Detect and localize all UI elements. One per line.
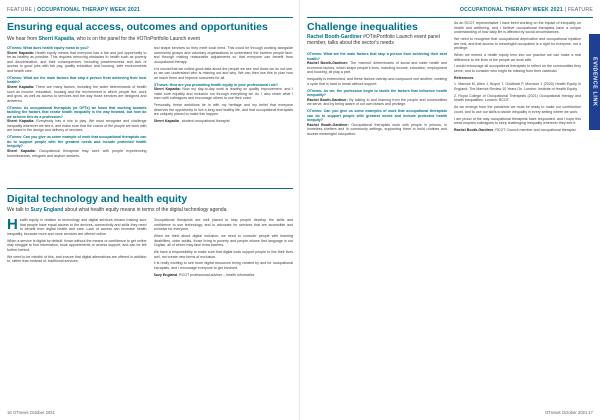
body-text: I would encourage all occupational therapists to reflect on the communities they serve, and to consider who might be missing from their caseload. bbox=[454, 64, 581, 73]
body-text: As we emerge from the pandemic we must be ready to make our contribution count, and to use our skills to tackle inequality in every setting where we work. bbox=[454, 105, 581, 114]
article-title-equal-access: Ensuring equal access, outcomes and opportunities bbox=[7, 21, 268, 33]
body-text: It is really exciting to see more digital resources being created by and for occupational therapists, and I encourage everyone to get involved. bbox=[153, 261, 293, 270]
column-1 bbox=[7, 46, 147, 184]
body-text: As an RCOT representative I have been working on the impact of inequality on health and wellbeing, and I believe occupational therapists have a unique understanding of how daily life is affected by social circumstances. bbox=[454, 21, 581, 35]
article-body-equal-access bbox=[7, 46, 293, 184]
body-text: and shape services so they meet local need. This could be through working alongside community groups and voluntary organisations to understand the barriers people face, and through making reasonable adjustments so that everyone can benefit from occupational therapy. bbox=[153, 46, 293, 64]
running-head-right: OCCUPATIONAL THERAPY WEEK 2021 | FEATURE bbox=[459, 7, 593, 13]
paragraph bbox=[307, 109, 447, 137]
section-rule bbox=[7, 188, 293, 189]
paragraph bbox=[7, 106, 147, 134]
body-text: , RCOT Council member and occupational therapist bbox=[493, 127, 576, 132]
paragraph bbox=[454, 117, 581, 126]
speaker-name: Sherri Kapadia: bbox=[7, 149, 36, 154]
paragraph bbox=[154, 273, 294, 278]
body-text: , student occupational therapist bbox=[179, 119, 230, 124]
right-page bbox=[300, 0, 600, 420]
column-1 bbox=[7, 218, 147, 408]
standfirst-equal-access: We hear from Sherri Kapadia, who is on the panel for the #OTinPortfolio Launch event bbox=[7, 36, 200, 42]
paragraph bbox=[307, 52, 447, 75]
paragraph bbox=[454, 94, 581, 103]
paragraph bbox=[454, 53, 581, 62]
author-byline: Suzy England bbox=[153, 272, 178, 277]
body-text: By talking to and learning from the people and communities we serve, and by being aware of our own biases and privilege. bbox=[307, 97, 447, 107]
top-rule bbox=[307, 17, 593, 18]
paragraph bbox=[7, 255, 147, 264]
paragraph bbox=[7, 76, 147, 104]
interview-question: OTnews: Can you give us some example of work that occupational therapists can do to support people with the greatest needs and include protected health inequity? bbox=[7, 135, 147, 149]
column-2 bbox=[454, 21, 581, 408]
paragraph bbox=[454, 64, 581, 73]
interview-question: OTnews: What does health equity mean to you? bbox=[7, 46, 89, 50]
body-text: Occupational therapists work with people in prisons, in homeless shelters and in community settings, supporting them to build routines and access meaningful occupation. bbox=[307, 122, 447, 137]
folio-right: OTnews October 2021 17 bbox=[545, 410, 593, 415]
column-2 bbox=[154, 218, 294, 408]
speaker-name: Sherri Kapadia bbox=[153, 119, 179, 124]
body-text: 1. Marmot M, Allen J, Boyce T, Goldblatt P, Morrison J (2020) Health Equity in England: The Marmot Review 10 Years On. London: Institute of Health Equity. bbox=[454, 82, 581, 92]
paragraph bbox=[154, 83, 294, 101]
article-title-digital: Digital technology and health equity bbox=[7, 193, 188, 205]
interview-question: OTnews: How are you promoting health equity in your professional role? bbox=[153, 82, 279, 87]
paragraph bbox=[154, 67, 294, 81]
article-body-challenge-col2 bbox=[454, 21, 581, 408]
body-text: Occupational therapists are well placed to help people develop the skills and confidence to use technology, and to advocate for services that are accessible and inclusive for everyone. bbox=[153, 218, 293, 232]
body-text: Health equity means that everyone has a fair and just opportunity to be as healthy as possible. This requires removing obstacles to health such as poverty and discrimination, and their consequences, including powerlessness and lack of access to good jobs with fair pay, quality education and housing, safe environments and health care. bbox=[7, 50, 147, 73]
body-text: We need to recognise that occupational deprivation and occupational injustice are real, and that access to meaningful occupation is a right for everyone, not a privilege. bbox=[454, 36, 581, 51]
body-text: 2. Royal College of Occupational Therapists (2021) Occupational therapy and health inequalities. London: RCOT. bbox=[454, 93, 581, 103]
paragraph bbox=[154, 46, 294, 64]
interview-question: OTnews: As occupational therapists (or OPTs) we know that working towards tackling the factors that create health inequality is the way forward, but how do we achieve this as a profession? bbox=[7, 105, 147, 119]
paragraph bbox=[7, 239, 147, 253]
speaker-name: Sherri Kapadia: bbox=[153, 87, 181, 92]
drop-cap: H bbox=[7, 218, 18, 233]
article-body-digital bbox=[7, 218, 293, 408]
paragraph bbox=[7, 46, 147, 74]
running-head-suffix: FEATURE bbox=[567, 7, 593, 13]
interview-question: OTnews: Can you give us some examples of work that occupational therapists can do to support people with greatest needs and include protected health inequity? bbox=[307, 109, 447, 123]
folio-left: 16 OTnews October 2021 bbox=[7, 410, 55, 415]
paragraph bbox=[154, 119, 294, 124]
body-text: When we think about digital inclusion, we need to consider people with learning disabilities, older adults, those living in poverty and people whose first language is not English, all of whom may face extra barriers. bbox=[153, 233, 293, 248]
body-text: We need to be mindful of this, and ensure that digital alternatives are offered in addition to, rather than instead of, traditional services. bbox=[7, 254, 147, 264]
paragraph bbox=[454, 21, 581, 35]
column-1 bbox=[307, 52, 447, 408]
body-text: There are many factors, including the wider determinants of health such as income, education, housing and the environment in which people live, work and grow, as well as access to services and the way those services are designed and delivered. bbox=[7, 84, 147, 103]
body-text: ealth equity in relation to technology and digital services means making sure that people have equal access to the devices, connectivity and skills they need to benefit from digital health and care. Lack of access can increase health inequality, because more and more services are offered online. bbox=[7, 218, 147, 236]
interview-question: OTnews: What are the main factors that stop a person from achieving their best health? bbox=[307, 52, 447, 61]
paragraph bbox=[7, 135, 147, 158]
paragraph bbox=[7, 218, 147, 236]
body-text: Inequality is entrenched, and these factors overlap and compound one another, creating a cycle that is hard to break without support. bbox=[307, 77, 447, 86]
paragraph bbox=[454, 37, 581, 51]
paragraph bbox=[154, 103, 294, 117]
article-title-challenge: Challenge inequalities bbox=[307, 21, 418, 33]
evidence-link-tab[interactable] bbox=[589, 34, 600, 130]
paragraph bbox=[307, 77, 447, 86]
author-byline: Rachel Booth-Gardiner bbox=[454, 127, 494, 132]
paragraph bbox=[454, 128, 581, 133]
body-text: The 'marmot' determinants of social and wider health and economic factors, which shape people's lives, including income, education, employment and housing, all play a part. bbox=[307, 61, 447, 75]
body-text: , RCOT professional adviser – health informatics bbox=[177, 272, 255, 277]
body-text: Occupational therapists may work with people experiencing homelessness, refugees and asylum seekers. bbox=[7, 149, 147, 158]
body-text: When we embed a health equity lens into our practice we can make a real difference to the lives of the people we work with. bbox=[454, 52, 581, 62]
paragraph bbox=[307, 89, 447, 107]
standfirst-digital: We talk to Suzy England about what health equity means in terms of the digital technology agenda bbox=[7, 207, 227, 213]
paragraph bbox=[154, 250, 294, 259]
running-head-title: OCCUPATIONAL THERAPY WEEK 2021 bbox=[459, 7, 563, 13]
body-text: I am proud of the way occupational therapists have responded, and I hope this week inspires colleagues to keep challenging inequality wherever they see it. bbox=[454, 116, 581, 126]
body-text: It is crucial that we collect good data about the people we see and those we do not see, so we can understand who is missing out and why. We can then use this to plan how we reach them and improve outcomes for all. bbox=[153, 66, 293, 80]
paragraph bbox=[154, 218, 294, 232]
paragraph bbox=[454, 82, 581, 91]
body-text: When a service is digital by default, those without the means or confidence to get online may struggle to find information, book appointments or access support, and can be left further behind. bbox=[7, 238, 147, 252]
column-2 bbox=[154, 46, 294, 184]
references-heading: References bbox=[454, 75, 474, 80]
body-text: Personally, these ambitions tie in with my heritage and my belief that everyone deserves the opportunity to live a long and healthy life, and that occupational therapists are uniquely placed to make this happen. bbox=[153, 103, 293, 117]
speaker-name: Rachel Booth-Gardiner: bbox=[307, 61, 349, 66]
article-body-challenge-col1 bbox=[307, 52, 447, 408]
speaker-name: Rachel Booth-Gardiner: bbox=[307, 97, 348, 102]
speaker-name: Sherri Kapadia: bbox=[7, 50, 34, 55]
body-text: Everybody has a role to play. We must recognise and challenge inequality wherever we see it, and make sure that the voices of the people we work with are heard in the design and delivery of services. bbox=[7, 119, 147, 133]
evidence-link-label: EVIDENCE LINK bbox=[591, 57, 598, 107]
paragraph bbox=[154, 261, 294, 270]
body-text: We have a responsibility to make sure that digital tools support people to live their lives well, not create new forms of exclusion. bbox=[153, 249, 293, 259]
interview-question: OTnews: What are the main factors that stop a person from achieving their best health? bbox=[7, 75, 147, 85]
paragraph bbox=[154, 234, 294, 248]
paragraph bbox=[454, 105, 581, 114]
speaker-name: Sherri Kapadia: bbox=[7, 119, 35, 124]
standfirst-challenge: Rachel Booth-Gardiner #OTinPortfolio Launch event panel member, talks about the sector's needs bbox=[307, 34, 440, 46]
top-rule bbox=[7, 17, 293, 18]
paragraph bbox=[454, 76, 581, 81]
running-head-title: OCCUPATIONAL THERAPY WEEK 2021 bbox=[37, 7, 141, 13]
speaker-name: Sherri Kapadia: bbox=[7, 84, 35, 89]
interview-question: OTnews: As we, the profession begin to tackle the factors that influence health inequality? bbox=[307, 88, 447, 98]
running-head-left: FEATURE | OCCUPATIONAL THERAPY WEEK 2021 bbox=[7, 7, 141, 13]
speaker-name: Rachel Booth-Gardiner: bbox=[307, 122, 349, 127]
running-head-prefix: FEATURE bbox=[7, 7, 33, 13]
body-text: Now my day-to-day work is leading on quality improvement, and I make sure equality and inclusion run through everything we do. I also share what I learn with colleagues and encourage others to use their voice. bbox=[153, 87, 293, 101]
